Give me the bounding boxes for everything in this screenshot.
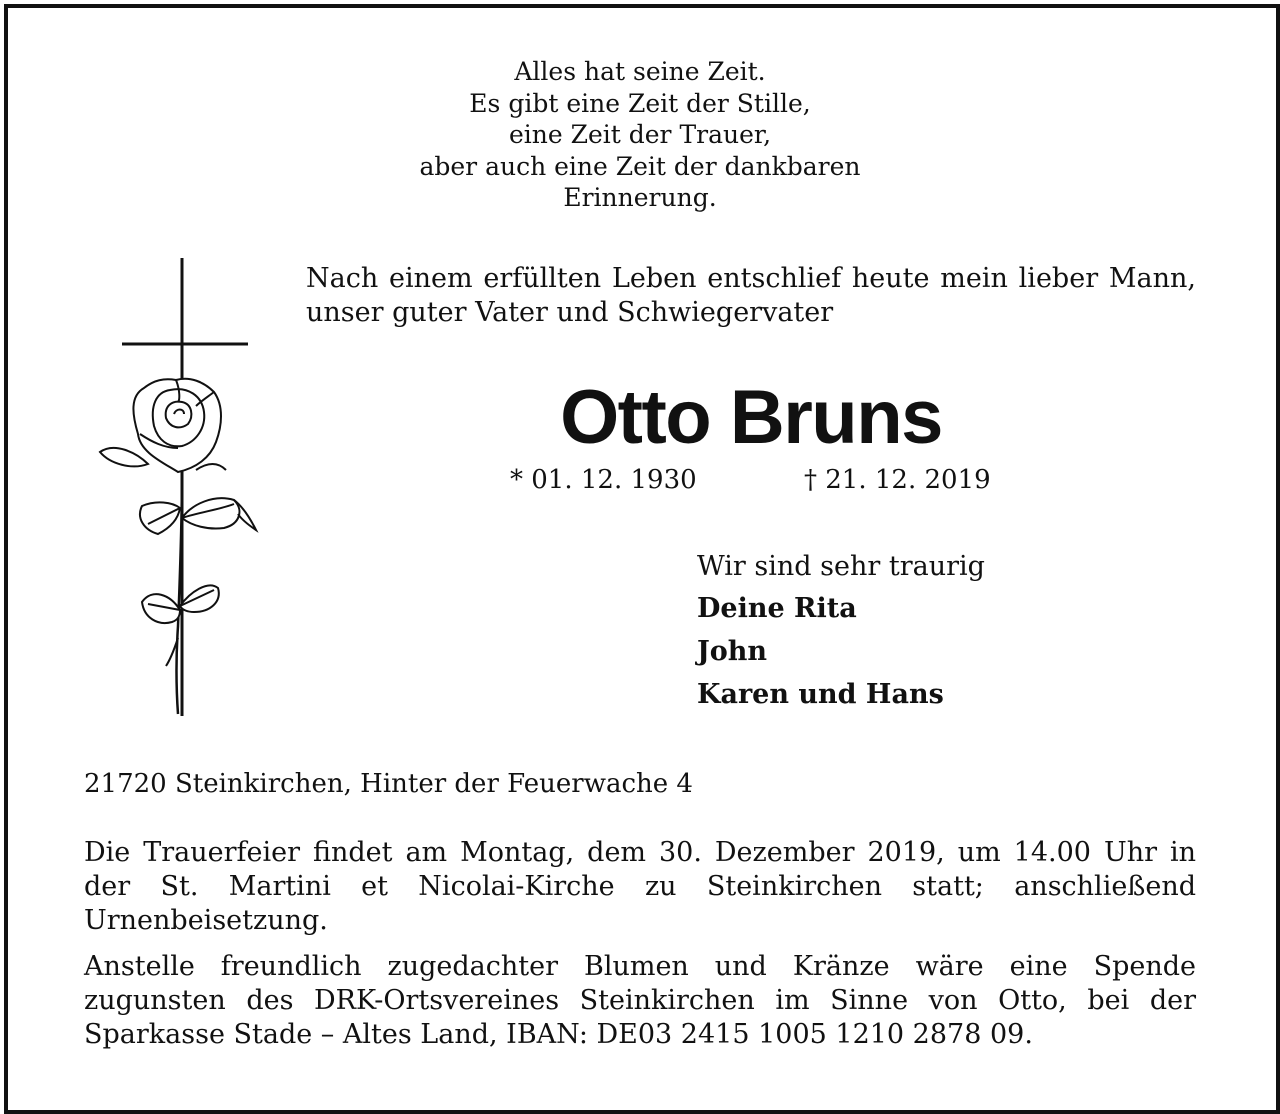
poem-line: Alles hat seine Zeit. [514,57,766,86]
rose-icon [100,379,256,714]
birth-date: * 01. 12. 1930 [510,465,697,495]
poem [0,56,1280,214]
mourner-name: Karen und Hans [697,679,944,710]
mourners-block [697,547,985,716]
mourner-name: John [697,636,768,667]
ceremony-paragraph: Die Trauerfeier findet am Montag, dem 30. Dezember 2019, um 14.00 Uhr in der St. Martini et Nicolai-Kirche zu Steinkirchen statt; anschließend Urnenbeisetzung. [84,837,1196,936]
cross-icon [122,258,248,716]
death-date: † 21. 12. 2019 [804,465,991,495]
mourner-name: Deine Rita [697,593,857,624]
cross-and-rose-emblem [92,256,264,718]
deceased-name: Otto Bruns [560,375,942,460]
poem-line: Es gibt eine Zeit der Stille, [469,88,811,118]
intro-text: Nach einem erfüllten Leben entschlief heute mein lieber Mann, unser guter Vater und Schwiegervater [306,263,1196,328]
family-address: 21720 Steinkirchen, Hinter der Feuerwache 4 [84,769,693,799]
poem-line: eine Zeit der Trauer, [508,120,772,149]
poem-line: Erinnerung. [563,183,717,212]
mourning-line: Wir sind sehr traurig [697,551,985,582]
poem-line: aber auch eine Zeit der dankbaren [419,151,861,181]
donation-paragraph: Anstelle freundlich zugedachter Blumen und Kränze wäre eine Spende zugunsten des DRK-Ortsvereines Steinkirchen im Sinne von Otto, bei der Sparkasse Stade – Altes Land, IBAN: DE03 2415 1005 1210 2878 09. [84,951,1196,1050]
